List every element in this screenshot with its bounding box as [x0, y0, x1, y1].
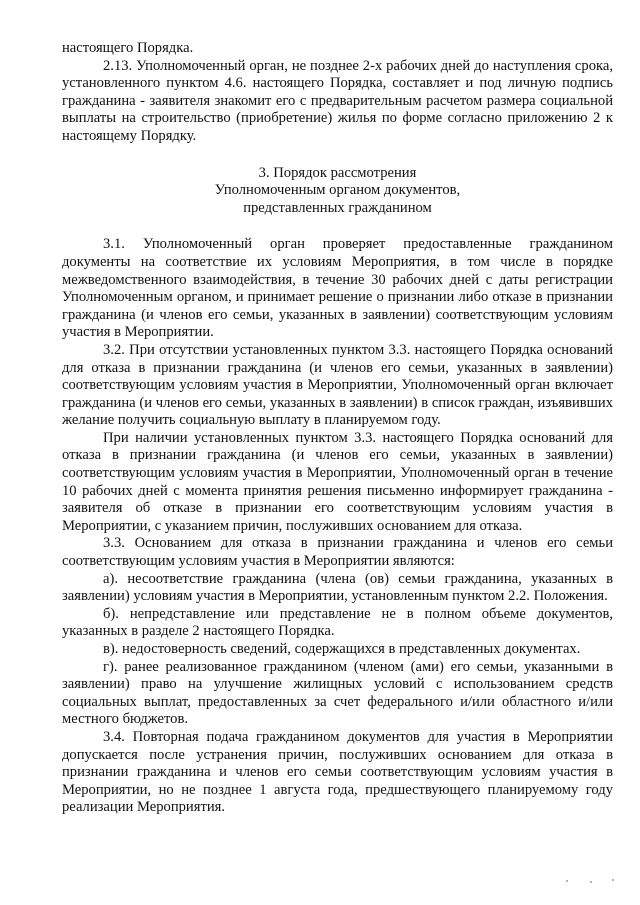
- document-body: [62, 40, 613, 817]
- scan-artifact: [590, 881, 592, 883]
- scan-artifact: [566, 880, 568, 882]
- paragraph-3-3: 3.3. Основанием для отказа в признании гражданина и членов его семьи соответствующим условиям участия в Мероприятии являются:: [62, 535, 613, 570]
- paragraph-3-1: 3.1. Уполномоченный орган проверяет предоставленные гражданином документы на соответствие их условиям Мероприятия, в том числе в порядке межведомственного взаимодействия, в течение 30 рабочих дней с даты регистрации Уполномоченным органом, и принимает решение о признании либо отказе в признании гражданина (и членов его семьи, указанных в заявлении) соответствующим условиям участия в Мероприятии.: [62, 236, 613, 341]
- list-item-g: г). ранее реализованное гражданином (членом (ами) его семьи, указанными в заявлении) право на улучшение жилищных условий с использованием средств социальных выплат, предоставленных за счет федерального и/или областного и/или местного бюджетов.: [62, 658, 613, 728]
- heading-line-2: Уполномоченным органом документов,: [214, 182, 461, 199]
- paragraph-3-2: 3.2. При отсутствии установленных пунктом 3.3. настоящего Порядка оснований для отказа в признании гражданина (и членов его семьи, указанных в заявлении) соответствующим условиям участия в Мероприятии, Уполномоченный орган включает гражданина (и членов его семьи, указанных в заявлении) в список граждан, изъявивших желание получить социальную выплату в планируемом году.: [62, 341, 613, 429]
- list-item-a: а). несоответствие гражданина (члена (ов) семьи гражданина, указанных в заявлении) условиям участия в Мероприятии, установленным пунктом 2.2. Положения.: [62, 570, 613, 605]
- list-item-v: в). недостоверность сведений, содержащихся в представленных документах.: [103, 641, 581, 657]
- section-3-heading: [62, 165, 613, 218]
- paragraph-3-2-refusal: При наличии установленных пунктом 3.3. настоящего Порядка оснований для отказа в признании гражданина (и членов его семьи, указанных в заявлении) соответствующим условиям участия в Мероприятии, Уполномоченный орган в течение 10 рабочих дней с момента принятия решения письменно информирует гражданина - заявителя об отказе в признании его соответствующим условиям участия в Мероприятии, с указанием причин, послуживших основанием для отказа.: [62, 429, 613, 534]
- heading-line-1: 3. Порядок рассмотрения: [258, 164, 417, 181]
- paragraph-continuation: настоящего Порядка.: [62, 40, 194, 56]
- paragraph-2-13: 2.13. Уполномоченный орган, не позднее 2-х рабочих дней до наступления срока, установленного пунктом 4.6. настоящего Порядка, составляет и под личную подпись гражданина - заявителя знакомит его с предварительным расчетом размера социальной выплаты на строительство (приобретение) жилья по форме согласно приложению 2 к настоящему Порядку.: [62, 57, 613, 144]
- paragraph-3-4: 3.4. Повторная подача гражданином документов для участия в Мероприятии допускается после устранения причин, послуживших основанием для отказа в признании гражданина и членов его семьи соответствующим условиям участия в Мероприятии, но не позднее 1 августа года, предшествующего планируемому году реализации Мероприятия.: [62, 728, 613, 816]
- heading-line-3: представленных гражданином: [243, 199, 432, 216]
- scan-artifact: [612, 879, 614, 881]
- list-item-b: б). непредставление или представление не в полном объеме документов, указанных в разделе 2 настоящего Порядка.: [62, 605, 613, 640]
